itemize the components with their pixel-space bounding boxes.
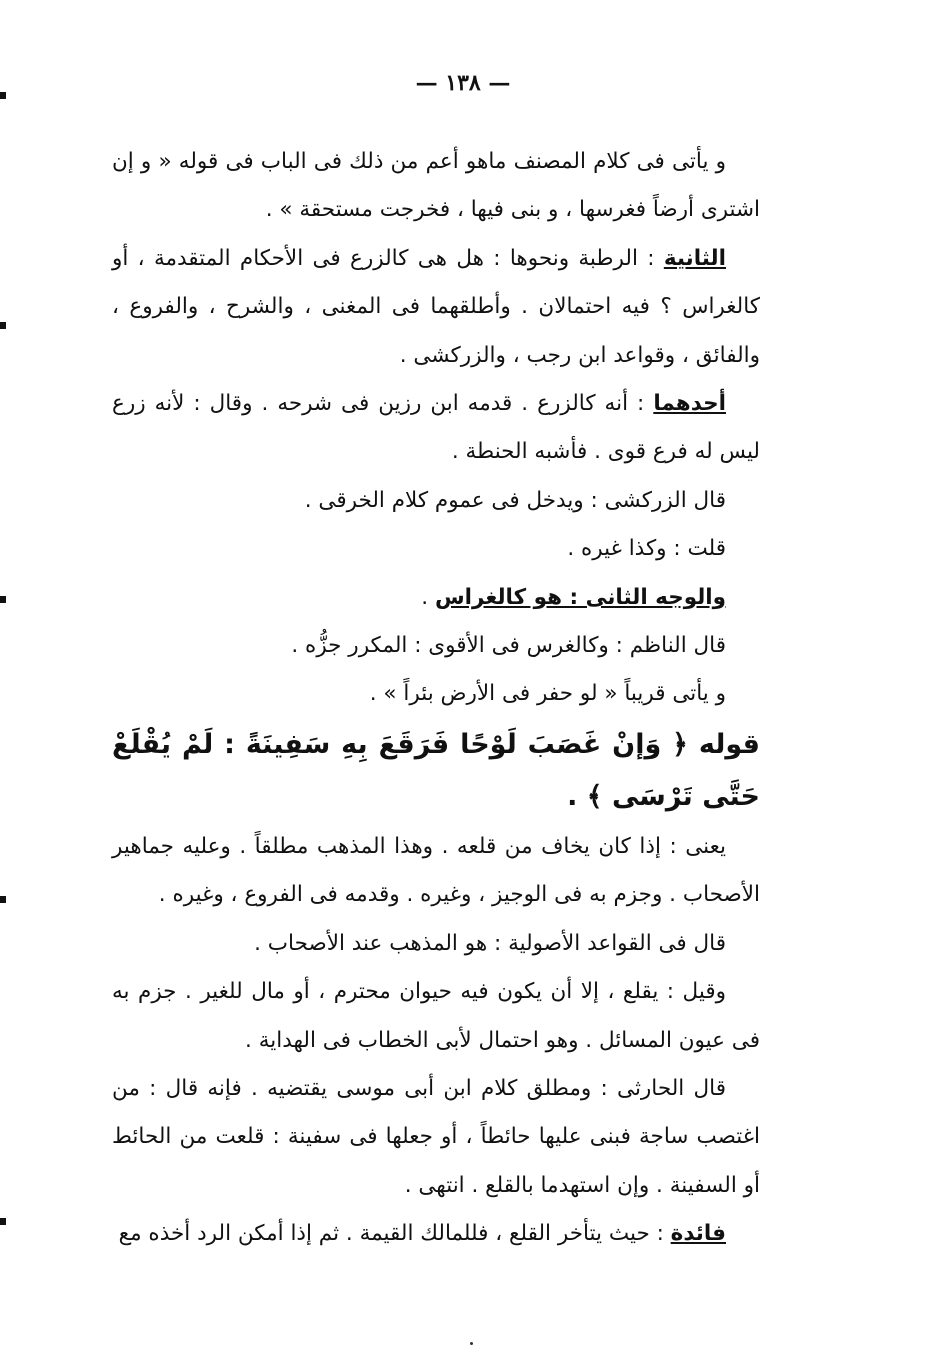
paragraph-14-text: : حيث يتأخر القلع ، فللمالك القيمة . ثم إذا أمكن الرد أخذه مع xyxy=(118,1221,671,1247)
body-text xyxy=(112,138,760,1259)
paragraph-6-text: . xyxy=(421,584,435,610)
paragraph-13: قال الحارثى : ومطلق كلام ابن أبى موسى يقتضيه . فإنه قال : من اغتصب ساجة فبنى عليها حائطاً ، أو جعلها فى سفينة : قلعت من الحائط أو السفينة . وإن استهدما بالقلع . انتهى . xyxy=(112,1075,760,1198)
paragraph-12: وقيل : يقلع ، إلا أن يكون فيه حيوان محترم ، أو مال للغير . جزم به فى عيون المسائل . وهو احتمال لأبى الخطاب فى الهداية . xyxy=(112,979,760,1053)
paragraph-6 xyxy=(112,574,760,622)
paragraph-2-text: : الرطبة ونحوها : هل هى كالزرع فى الأحكام المتقدمة ، أو كالغراس ؟ فيه احتمالان . وأطلقهما فى المغنى ، والشرح ، والفروع ، والفائق ، وقواعد ابن رجب ، والزركشى . xyxy=(112,245,760,368)
paragraph-14 xyxy=(112,1210,760,1258)
paragraph-3-text: : أنه كالزرع . قدمه ابن رزين فى شرحه . وقال : لأنه زرع ليس له فرع قوى . فأشبه الحنطة . xyxy=(112,391,760,465)
paragraph-8: و يأتى قريباً « لو حفر فى الأرض بئراً » . xyxy=(369,681,726,707)
page-number: — ١٣٨ — xyxy=(415,70,511,96)
bottom-dot xyxy=(470,1342,473,1345)
heading-second: الثانية xyxy=(663,245,726,271)
quran-quote: قوله ﴿ وَإنْ غَصَبَ لَوْحًا فَرَقَعَ بِهِ سَفِينَةً : لَمْ يُقْلَعْ حَتَّى تَرْسَى ﴾ . xyxy=(112,728,760,812)
paragraph-7: قال الناظم : وكالغرس فى الأقوى : المكرر جزُّه . xyxy=(291,633,726,659)
heading-first-option: أحدهما xyxy=(653,391,726,417)
paragraph-2 xyxy=(112,235,760,380)
margin-mark xyxy=(0,896,6,903)
heading-note: فائدة xyxy=(670,1221,726,1247)
margin-mark xyxy=(0,92,6,99)
paragraph-5: قلت : وكذا غيره . xyxy=(567,536,726,562)
margin-mark xyxy=(0,596,6,603)
paragraph-1: و يأتى فى كلام المصنف ماهو أعم من ذلك فى الباب فى قوله « و إن اشترى أرضاً فغرسها ، و بنى فيها ، فخرجت مستحقة » . xyxy=(112,149,760,223)
paragraph-3 xyxy=(112,380,760,477)
paragraph-4: قال الزركشى : ويدخل فى عموم كلام الخرقى . xyxy=(304,487,726,513)
paragraph-11: قال فى القواعد الأصولية : هو المذهب عند الأصحاب . xyxy=(254,930,726,956)
paragraph-10: يعنى : إذا كان يخاف من قلعه . وهذا المذهب مطلقاً . وعليه جماهير الأصحاب . وجزم به فى الوجيز ، وغيره . وقدمه فى الفروع ، وغيره . xyxy=(112,833,760,908)
margin-mark xyxy=(0,322,6,329)
margin-mark xyxy=(0,1218,6,1225)
heading-second-option: والوجه الثانى : هو كالغراس xyxy=(434,584,726,610)
